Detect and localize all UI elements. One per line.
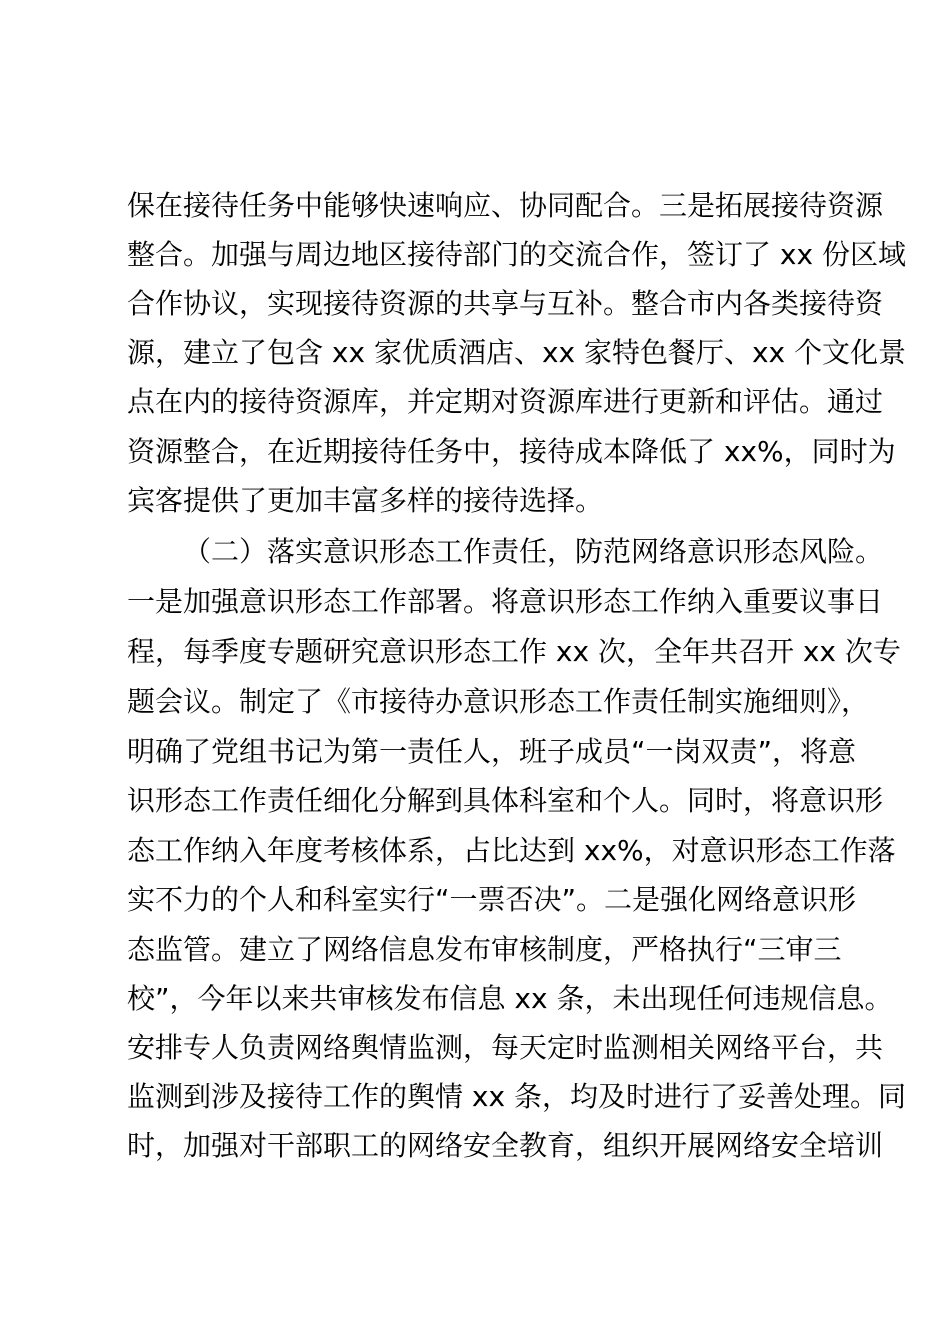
text-line: 校”，今年以来共审核发布信息 xx 条，未出现任何违规信息。 (127, 982, 893, 1015)
text-line: 源，建立了包含 xx 家优质酒店、xx 家特色餐厅、xx 个文化景 (127, 336, 907, 369)
text-line: 宾客提供了更加丰富多样的接待选择。 (127, 484, 604, 517)
text-line: 合作协议，实现接待资源的共享与互补。整合市内各类接待资 (127, 287, 884, 320)
text-line: 态监管。建立了网络信息发布审核制度，严格执行“三审三 (127, 933, 842, 966)
text-line: 监测到涉及接待工作的舆情 xx 条，均及时进行了妥善处理。同 (127, 1080, 906, 1113)
text-line: 实不力的个人和科室实行“一票否决”。二是强化网络意识形 (127, 883, 857, 916)
text-line: 题会议。制定了《市接待办意识形态工作责任制实施细则》， (127, 685, 870, 718)
text-line: 资源整合，在近期接待任务中，接待成本降低了 xx%，同时为 (127, 435, 896, 468)
text-line: 时，加强对干部职工的网络安全教育，组织开展网络安全培训 (127, 1129, 884, 1162)
text-line: 安排专人负责网络舆情监测，每天定时监测相关网络平台，共 (127, 1031, 884, 1064)
text-line: 明确了党组书记为第一责任人，班子成员“一岗双责”，将意 (127, 735, 857, 768)
text-line: 识形态工作责任细化分解到具体科室和个人。同时，将意识形 (127, 784, 884, 817)
section-heading: （二）落实意识形态工作责任，防范网络意识形态风险。 (183, 535, 884, 568)
text-line: 保在接待任务中能够快速响应、协同配合。三是拓展接待资源 (127, 189, 884, 222)
text-line: 点在内的接待资源库，并定期对资源库进行更新和评估。通过 (127, 385, 884, 418)
text-line: 整合。加强与周边地区接待部门的交流合作，签订了 xx 份区域 (127, 238, 906, 271)
text-line: 程，每季度专题研究意识形态工作 xx 次，全年共召开 xx 次专 (127, 635, 901, 668)
text-line: 态工作纳入年度考核体系，占比达到 xx%，对意识形态工作落 (127, 834, 896, 867)
text-line: 一是加强意识形态工作部署。将意识形态工作纳入重要议事日 (127, 585, 884, 618)
